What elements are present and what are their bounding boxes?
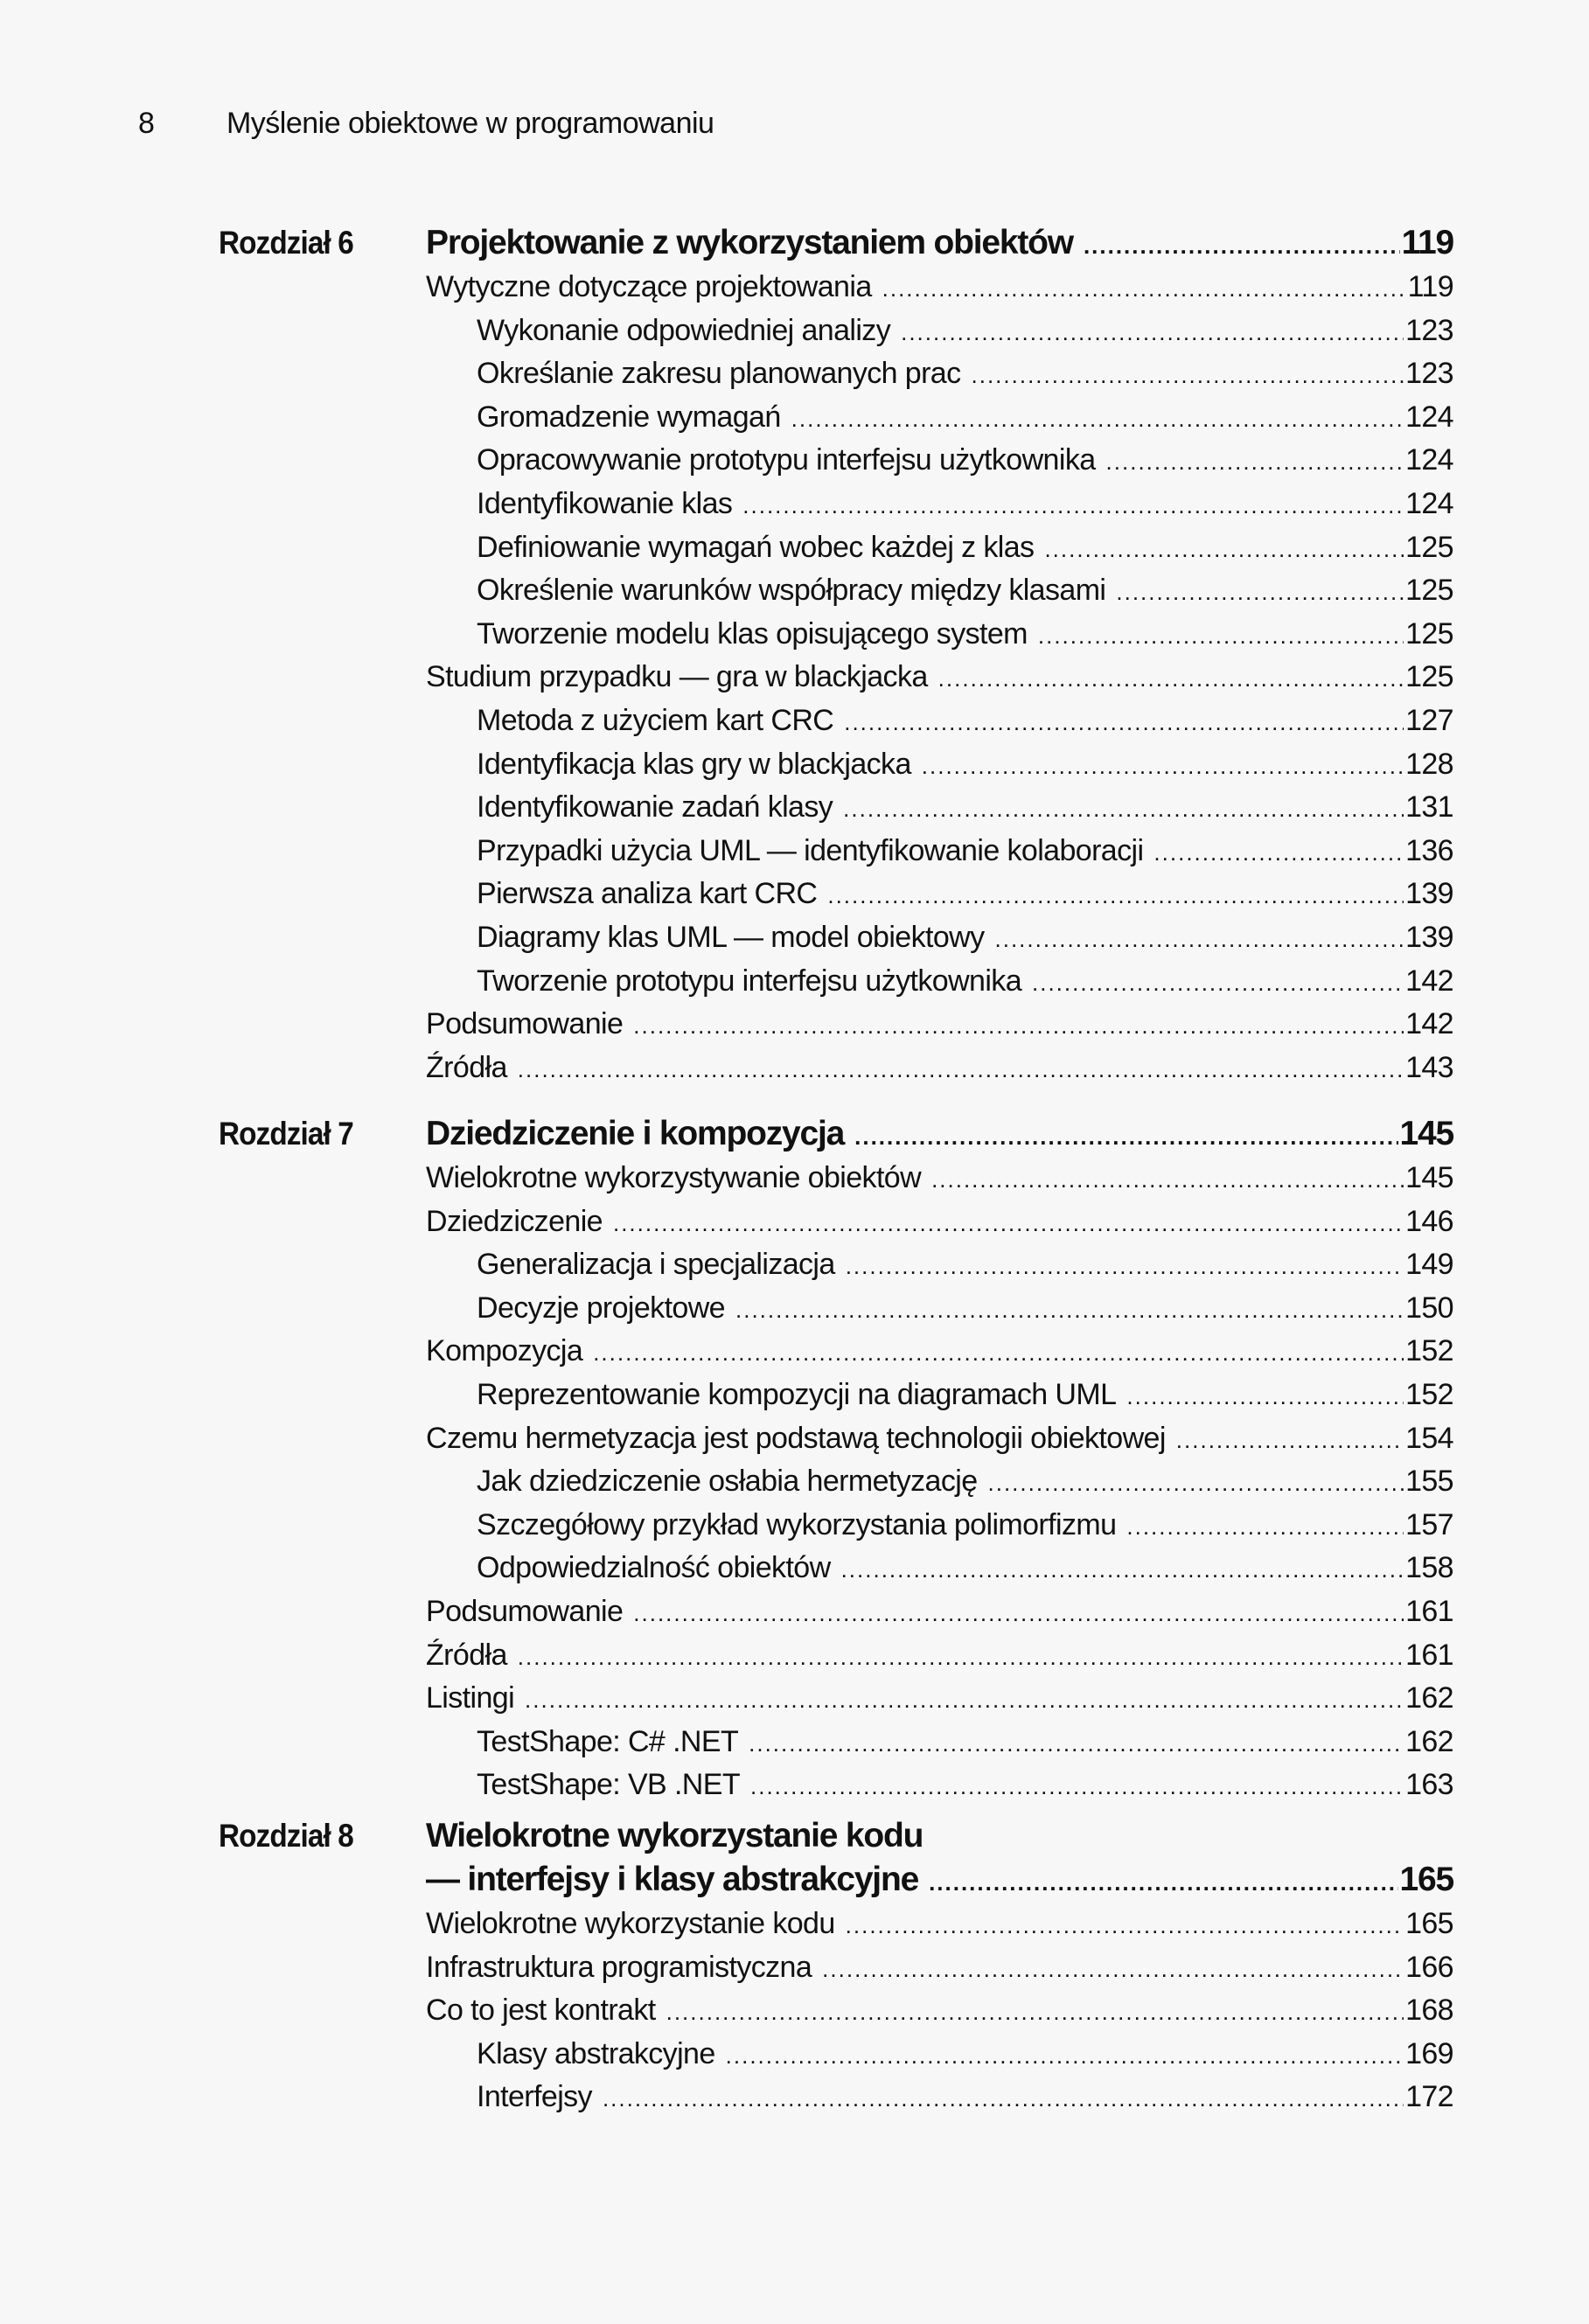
dot-leader bbox=[822, 1946, 1404, 1990]
toc-entry[interactable] bbox=[426, 1003, 1453, 1047]
entry-title: Reprezentowanie kompozycji na diagramach UML bbox=[477, 1377, 1117, 1411]
toc-entry[interactable] bbox=[426, 526, 1453, 570]
dot-leader bbox=[1084, 220, 1400, 266]
entry-page: 162 bbox=[1405, 1681, 1453, 1715]
dot-leader bbox=[749, 1721, 1404, 1764]
toc-entry[interactable] bbox=[426, 396, 1453, 440]
toc-entry[interactable] bbox=[426, 699, 1453, 743]
dot-leader bbox=[931, 1157, 1404, 1200]
dot-leader bbox=[846, 1903, 1404, 1946]
entry-title: Dziedziczenie bbox=[426, 1204, 603, 1238]
toc-entry[interactable] bbox=[426, 1764, 1453, 1807]
entry-title: Generalizacja i specjalizacja bbox=[477, 1248, 835, 1282]
dot-leader bbox=[603, 2076, 1404, 2119]
dot-leader bbox=[1032, 960, 1404, 1004]
entry-title: Kompozycja bbox=[426, 1334, 583, 1368]
chapter-title-row[interactable] bbox=[426, 1111, 1453, 1157]
dot-leader bbox=[1126, 1504, 1404, 1548]
dot-leader bbox=[518, 1047, 1404, 1090]
dot-leader bbox=[1176, 1417, 1404, 1461]
entry-page: 161 bbox=[1405, 1594, 1453, 1628]
dot-leader bbox=[613, 1200, 1404, 1244]
entry-title: Określanie zakresu planowanych prac bbox=[477, 357, 961, 391]
dot-leader bbox=[633, 1003, 1404, 1047]
entry-page: 142 bbox=[1405, 1007, 1453, 1041]
entry-title: Podsumowanie bbox=[426, 1594, 624, 1628]
toc-entry[interactable] bbox=[426, 266, 1453, 310]
entry-page: 146 bbox=[1405, 1204, 1453, 1238]
toc-entry[interactable] bbox=[426, 1677, 1453, 1721]
chapter-8 bbox=[219, 1815, 1453, 2119]
entry-page: 125 bbox=[1405, 574, 1453, 608]
entry-title: Opracowywanie prototypu interfejsu użytkownika bbox=[477, 443, 1096, 477]
dot-leader bbox=[735, 1287, 1404, 1331]
dot-leader bbox=[726, 2033, 1404, 2077]
entry-title: Odpowiedzialność obiektów bbox=[477, 1551, 831, 1585]
entry-page: 128 bbox=[1405, 747, 1453, 781]
toc-entry[interactable] bbox=[426, 786, 1453, 830]
entry-page: 123 bbox=[1405, 357, 1453, 391]
entry-page: 143 bbox=[1405, 1050, 1453, 1084]
chapter-title-row[interactable] bbox=[426, 1857, 1453, 1903]
chapter-title-part1: Wielokrotne wykorzystanie kodu bbox=[426, 1817, 923, 1854]
dot-leader bbox=[827, 873, 1404, 916]
toc-entry[interactable] bbox=[426, 743, 1453, 787]
entry-title: Szczegółowy przykład wykorzystania polimorfizmu bbox=[477, 1507, 1117, 1541]
toc-entry[interactable] bbox=[426, 1330, 1453, 1374]
entry-page: 166 bbox=[1405, 1950, 1453, 1984]
entry-page: 172 bbox=[1405, 2080, 1453, 2114]
dot-leader bbox=[750, 1764, 1404, 1807]
entry-title: Definiowanie wymagań wobec każdej z klas bbox=[477, 530, 1035, 564]
entry-page: 165 bbox=[1405, 1907, 1453, 1940]
dot-leader bbox=[988, 1460, 1404, 1504]
entry-page: 127 bbox=[1405, 703, 1453, 737]
entry-title: Wykonanie odpowiedniej analizy bbox=[477, 313, 891, 347]
dot-leader bbox=[1044, 526, 1404, 570]
toc-entry[interactable] bbox=[426, 1460, 1453, 1504]
entry-title: Listingi bbox=[426, 1681, 515, 1715]
dot-leader bbox=[841, 1547, 1404, 1590]
toc-entry[interactable] bbox=[426, 310, 1453, 353]
toc-entry[interactable] bbox=[426, 1200, 1453, 1244]
entry-page: 152 bbox=[1405, 1377, 1453, 1411]
toc-entry[interactable] bbox=[426, 1547, 1453, 1590]
entry-title: TestShape: VB .NET bbox=[477, 1768, 741, 1802]
entry-page: 123 bbox=[1405, 313, 1453, 347]
toc-entry[interactable] bbox=[426, 352, 1453, 396]
page-number: 8 bbox=[138, 107, 155, 140]
chapter-label: Rozdział 8 bbox=[219, 1818, 353, 1854]
entry-title: Podsumowanie bbox=[426, 1007, 624, 1041]
dot-leader bbox=[1038, 613, 1404, 657]
toc-entry[interactable] bbox=[426, 439, 1453, 483]
chapter-title: Projektowanie z wykorzystaniem obiektów bbox=[426, 224, 1073, 261]
toc-entry[interactable] bbox=[426, 2076, 1453, 2119]
chapter-page: 165 bbox=[1399, 1861, 1453, 1898]
entry-title: Jak dziedziczenie osłabia hermetyzację bbox=[477, 1465, 978, 1499]
book-title: Myślenie obiektowe w programowaniu bbox=[226, 107, 714, 140]
entry-title: Źródła bbox=[426, 1638, 507, 1672]
entry-page: 163 bbox=[1405, 1768, 1453, 1802]
entry-page: 168 bbox=[1405, 1993, 1453, 2028]
entry-page: 158 bbox=[1405, 1551, 1453, 1585]
chapter-label: Rozdział 7 bbox=[219, 1116, 353, 1152]
entry-title: Określenie warunków współpracy między klasami bbox=[477, 574, 1106, 608]
entry-page: 124 bbox=[1405, 400, 1453, 434]
entry-page: 150 bbox=[1405, 1291, 1453, 1325]
toc-entry[interactable] bbox=[426, 656, 1453, 699]
entry-page: 154 bbox=[1405, 1421, 1453, 1455]
dot-leader bbox=[901, 310, 1404, 353]
entry-title: TestShape: C# .NET bbox=[477, 1724, 739, 1758]
dot-leader bbox=[844, 699, 1404, 743]
entry-title: Przypadki użycia UML — identyfikowanie kolaboracji bbox=[477, 833, 1144, 867]
toc-entry[interactable] bbox=[426, 916, 1453, 960]
toc-entry[interactable] bbox=[426, 1590, 1453, 1634]
entry-page: 125 bbox=[1405, 530, 1453, 564]
toc-entry[interactable] bbox=[426, 2033, 1453, 2077]
dot-leader bbox=[995, 916, 1404, 960]
entry-page: 162 bbox=[1405, 1724, 1453, 1758]
toc-entry[interactable] bbox=[426, 960, 1453, 1004]
entry-page: 152 bbox=[1405, 1334, 1453, 1368]
entry-page: 119 bbox=[1407, 270, 1453, 303]
dot-leader bbox=[929, 1857, 1397, 1903]
entry-title: Tworzenie modelu klas opisującego system bbox=[477, 616, 1028, 651]
entry-page: 124 bbox=[1405, 486, 1453, 520]
dot-leader bbox=[633, 1590, 1404, 1634]
toc-entry[interactable] bbox=[426, 1157, 1453, 1200]
toc-entry[interactable] bbox=[426, 1946, 1453, 1990]
toc-entry[interactable] bbox=[426, 1243, 1453, 1287]
dot-leader bbox=[666, 1989, 1404, 2033]
dot-leader bbox=[518, 1634, 1404, 1678]
entry-page: 125 bbox=[1405, 660, 1453, 694]
chapter-6 bbox=[219, 220, 1453, 1089]
entry-title: Identyfikowanie klas bbox=[477, 486, 733, 520]
entry-page: 149 bbox=[1405, 1248, 1453, 1282]
entry-title: Wielokrotne wykorzystywanie obiektów bbox=[426, 1161, 922, 1194]
dot-leader bbox=[854, 1111, 1397, 1157]
chapter-page: 145 bbox=[1399, 1115, 1453, 1152]
chapter-title-row[interactable] bbox=[426, 220, 1453, 266]
dot-leader bbox=[1153, 830, 1404, 873]
running-head bbox=[138, 107, 714, 141]
toc-entry[interactable] bbox=[426, 873, 1453, 916]
entry-page: 157 bbox=[1405, 1507, 1453, 1541]
toc-entry[interactable] bbox=[426, 483, 1453, 526]
dot-leader bbox=[972, 352, 1404, 396]
dot-leader bbox=[938, 656, 1404, 699]
toc-entry[interactable] bbox=[426, 1721, 1453, 1764]
entry-page: 139 bbox=[1405, 877, 1453, 911]
chapter-title: — interfejsy i klasy abstrakcyjne bbox=[426, 1861, 919, 1898]
dot-leader bbox=[791, 396, 1404, 440]
entry-title: Źródła bbox=[426, 1050, 507, 1084]
toc-entry[interactable] bbox=[426, 1374, 1453, 1417]
chapter-7 bbox=[219, 1111, 1453, 1807]
entry-title: Tworzenie prototypu interfejsu użytkownika bbox=[477, 964, 1022, 998]
entry-title: Gromadzenie wymagań bbox=[477, 400, 781, 434]
dot-leader bbox=[846, 1243, 1404, 1287]
entry-page: 142 bbox=[1405, 964, 1453, 998]
entry-title: Wytyczne dotyczące projektowania bbox=[426, 270, 872, 303]
entry-page: 155 bbox=[1405, 1465, 1453, 1499]
entry-title: Czemu hermetyzacja jest podstawą technologii obiektowej bbox=[426, 1421, 1166, 1455]
entry-title: Wielokrotne wykorzystanie kodu bbox=[426, 1907, 835, 1940]
entry-title: Klasy abstrakcyjne bbox=[477, 2036, 715, 2070]
entry-page: 131 bbox=[1405, 790, 1453, 825]
dot-leader bbox=[593, 1330, 1404, 1374]
dot-leader bbox=[843, 786, 1404, 830]
toc-entry[interactable] bbox=[426, 1903, 1453, 1946]
entry-page: 139 bbox=[1405, 920, 1453, 954]
toc-entry[interactable] bbox=[426, 1047, 1453, 1090]
entry-page: 169 bbox=[1405, 2036, 1453, 2070]
toc-entry[interactable] bbox=[426, 830, 1453, 873]
entry-title: Pierwsza analiza kart CRC bbox=[477, 877, 818, 911]
dot-leader bbox=[525, 1677, 1404, 1721]
entry-title: Decyzje projektowe bbox=[477, 1291, 725, 1325]
chapter-title: Dziedziczenie i kompozycja bbox=[426, 1115, 845, 1152]
entry-page: 145 bbox=[1405, 1161, 1453, 1194]
chapter-title-line1[interactable] bbox=[426, 1815, 1453, 1857]
toc-entry[interactable] bbox=[426, 1287, 1453, 1331]
entry-title: Identyfikacja klas gry w blackjacka bbox=[477, 747, 911, 781]
entry-page: 136 bbox=[1405, 833, 1453, 867]
entry-page: 161 bbox=[1405, 1638, 1453, 1672]
entry-title: Identyfikowanie zadań klasy bbox=[477, 790, 833, 825]
dot-leader bbox=[1106, 439, 1404, 483]
toc-entry[interactable] bbox=[426, 1989, 1453, 2033]
entry-title: Interfejsy bbox=[477, 2080, 592, 2114]
chapter-label: Rozdział 6 bbox=[219, 225, 353, 261]
entry-title: Co to jest kontrakt bbox=[426, 1993, 656, 2028]
entry-title: Metoda z użyciem kart CRC bbox=[477, 703, 834, 737]
dot-leader bbox=[922, 743, 1404, 787]
entry-title: Studium przypadku — gra w blackjacka bbox=[426, 660, 928, 694]
toc-entry[interactable] bbox=[426, 1634, 1453, 1678]
entry-page: 125 bbox=[1405, 616, 1453, 651]
chapter-page: 119 bbox=[1401, 224, 1453, 261]
toc-entry[interactable] bbox=[426, 1417, 1453, 1461]
entry-title: Infrastruktura programistyczna bbox=[426, 1950, 812, 1984]
dot-leader bbox=[882, 266, 1406, 310]
dot-leader bbox=[1116, 569, 1404, 613]
toc-entry[interactable] bbox=[426, 613, 1453, 657]
toc-entry[interactable] bbox=[426, 569, 1453, 613]
toc-entry[interactable] bbox=[426, 1504, 1453, 1548]
entry-title: Diagramy klas UML — model obiektowy bbox=[477, 920, 985, 954]
entry-page: 124 bbox=[1405, 443, 1453, 477]
dot-leader bbox=[742, 483, 1404, 526]
dot-leader bbox=[1126, 1374, 1404, 1417]
